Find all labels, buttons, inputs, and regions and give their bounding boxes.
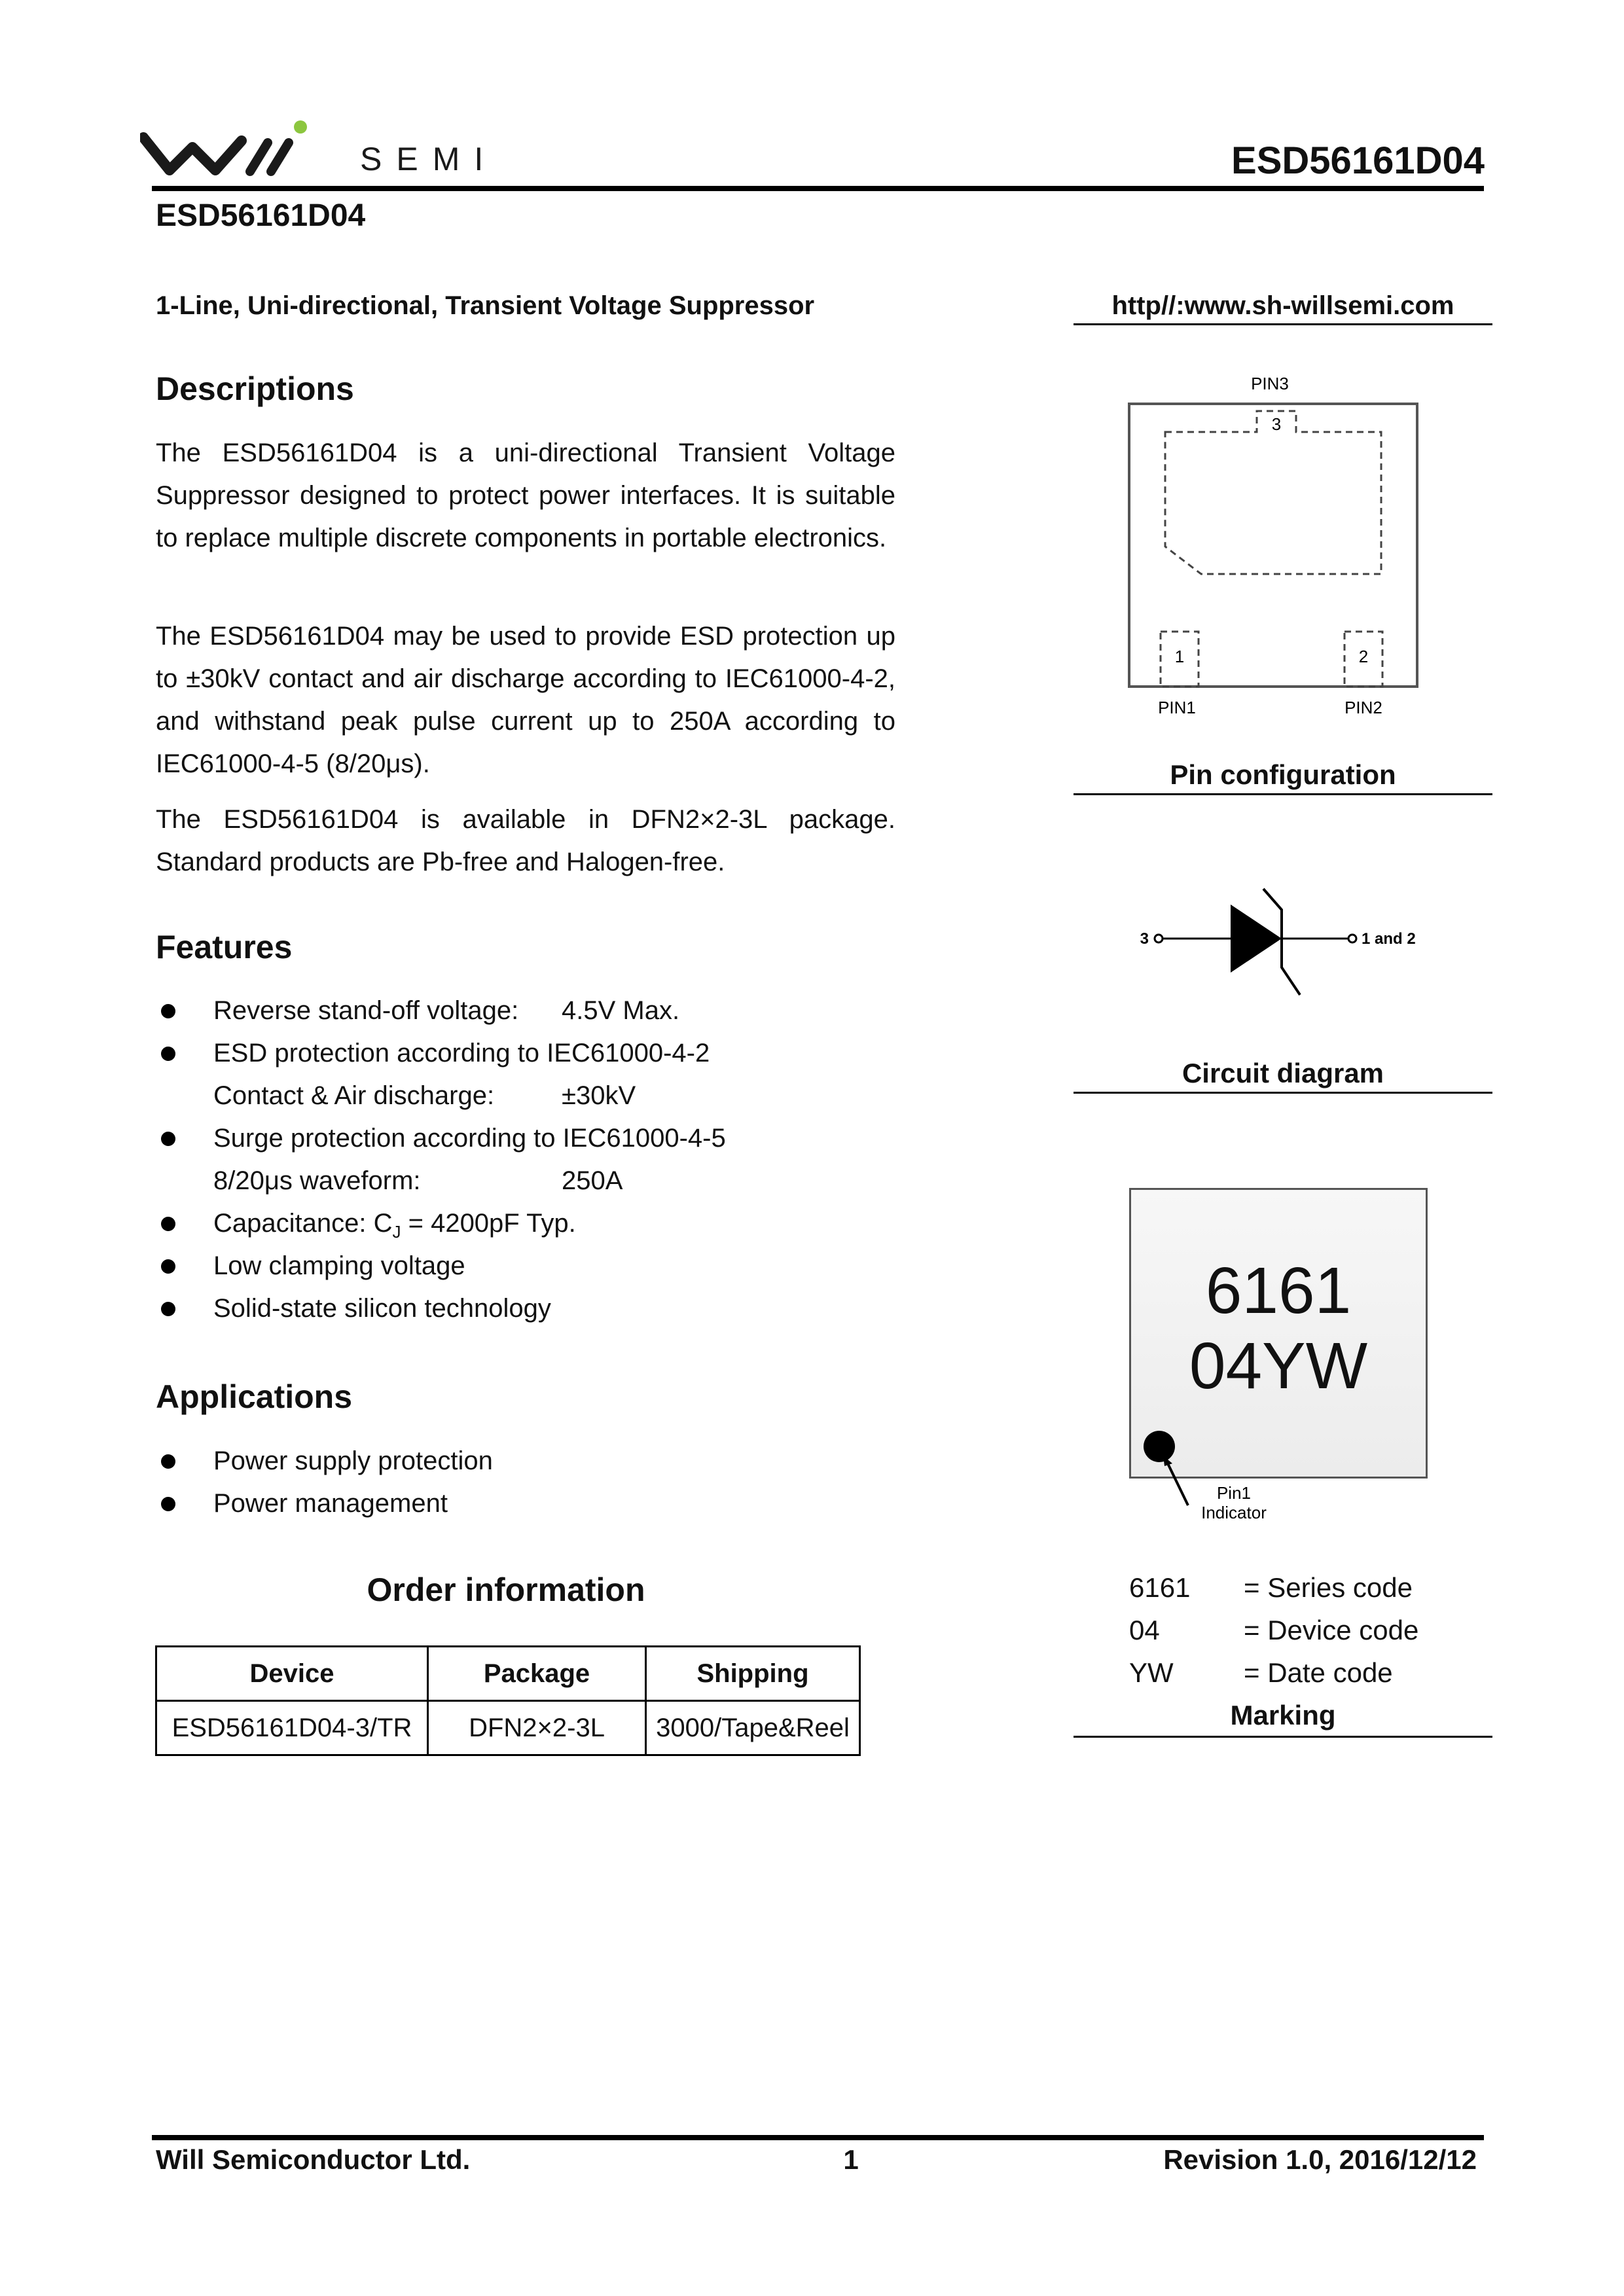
table-header-row	[156, 1647, 860, 1701]
svg-text:1 and 2: 1 and 2	[1362, 930, 1416, 948]
table-row	[156, 1701, 860, 1755]
features-heading: Features	[156, 929, 293, 965]
pin1-indicator-graphic	[1129, 1420, 1326, 1532]
pin-configuration-diagram	[1074, 363, 1492, 730]
column-header: Package	[428, 1647, 646, 1701]
bullet-icon	[161, 1454, 175, 1469]
table-cell: DFN2×2-3L	[428, 1701, 646, 1755]
column-header: Shipping	[646, 1647, 860, 1701]
feature-item: Solid-state silicon technology	[156, 1287, 726, 1330]
table-cell: 3000/Tape&Reel	[646, 1701, 860, 1755]
bullet-icon	[161, 1004, 175, 1018]
feature-item: Contact & Air discharge: ±30kV	[213, 1081, 636, 1110]
feature-item: 8/20μs waveform: 250A	[213, 1166, 623, 1195]
willsemi-logo	[140, 118, 520, 190]
order-heading: Order information	[367, 1571, 645, 1608]
svg-text:3: 3	[1271, 414, 1282, 434]
order-table	[155, 1645, 861, 1756]
footer-rule	[152, 2135, 1484, 2140]
column-header: Device	[156, 1647, 428, 1701]
description-paragraph-3: The ESD56161D04 is available in DFN2×2-3L package. Standard products are Pb-free and Halogen-free.	[156, 805, 895, 876]
svg-text:SEMI: SEMI	[360, 141, 498, 177]
applications-list	[156, 1440, 493, 1525]
marking-legend-row: 6161 = Series code	[1129, 1572, 1413, 1603]
marking-device-date-code: 04YW	[1189, 1329, 1368, 1403]
description-paragraph-1: The ESD56161D04 is a uni-directional Transient Voltage Suppressor designed to protect power interfaces. It is suitable to replace multiple discrete components in portable electronics.	[156, 439, 895, 552]
circuit-diagram	[1074, 864, 1492, 1014]
marking-caption: Marking	[1230, 1700, 1336, 1731]
footer-revision: Revision 1.0, 2016/12/12	[1163, 2144, 1477, 2175]
table-cell: ESD56161D04-3/TR	[156, 1701, 428, 1755]
svg-text:Indicator: Indicator	[1201, 1503, 1267, 1522]
feature-item: Capacitance: $C_J = 4200pF$ Typ.	[156, 1202, 726, 1245]
application-item: Power management	[156, 1482, 493, 1525]
svg-text:PIN2: PIN2	[1344, 698, 1382, 717]
website-rule	[1074, 323, 1492, 325]
header-rule	[152, 186, 1484, 191]
application-item: Power supply protection	[156, 1440, 493, 1482]
svg-text:2: 2	[1358, 647, 1369, 666]
header-part-number: ESD56161D04	[1231, 139, 1485, 182]
footer-company: Will Semiconductor Ltd.	[156, 2144, 471, 2175]
bullet-icon	[161, 1259, 175, 1274]
svg-text:PIN1: PIN1	[1158, 698, 1196, 717]
pin-configuration-rule	[1074, 793, 1492, 795]
feature-item: ESD protection according to IEC61000-4-2	[156, 1032, 726, 1075]
bullet-icon	[161, 1132, 175, 1146]
descriptions-heading: Descriptions	[156, 370, 354, 407]
marking-series-code: 6161	[1205, 1254, 1352, 1327]
bullet-icon	[161, 1047, 175, 1061]
marking-rule	[1074, 1736, 1492, 1738]
svg-text:PIN3: PIN3	[1251, 374, 1289, 393]
marking-legend-row: 04 = Device code	[1129, 1615, 1419, 1645]
svg-text:1: 1	[1174, 647, 1185, 666]
website-link[interactable]: http//:www.sh-willsemi.com	[1111, 291, 1454, 320]
svg-text:3: 3	[1140, 930, 1149, 948]
bullet-icon	[161, 1497, 175, 1511]
subtitle: 1-Line, Uni-directional, Transient Voltage Suppressor	[156, 291, 815, 320]
features-list	[156, 990, 726, 1330]
page-title: ESD56161D04	[156, 198, 366, 233]
footer-page-number: 1	[843, 2144, 859, 2175]
svg-text:Pin1: Pin1	[1216, 1483, 1252, 1503]
pin1-dot-icon	[1144, 1431, 1175, 1462]
circuit-diagram-caption: Circuit diagram	[1182, 1058, 1384, 1088]
bullet-icon	[161, 1217, 175, 1231]
marking-legend-row: YW = Date code	[1129, 1657, 1393, 1688]
pin-configuration-caption: Pin configuration	[1170, 759, 1396, 790]
feature-item: Surge protection according to IEC61000-4-5	[156, 1117, 726, 1160]
feature-item: Low clamping voltage	[156, 1245, 726, 1287]
bullet-icon	[161, 1302, 175, 1316]
description-paragraph-2: The ESD56161D04 may be used to provide ESD protection up to ±30kV contact and air discharge according to IEC61000-4-2, and withstand peak pulse current up to 250A according to IEC61000-4-5 (8/20μs).	[156, 622, 895, 778]
applications-heading: Applications	[156, 1378, 353, 1415]
feature-item: Reverse stand-off voltage: 4.5V Max.	[156, 990, 726, 1032]
circuit-diagram-rule	[1074, 1092, 1492, 1094]
